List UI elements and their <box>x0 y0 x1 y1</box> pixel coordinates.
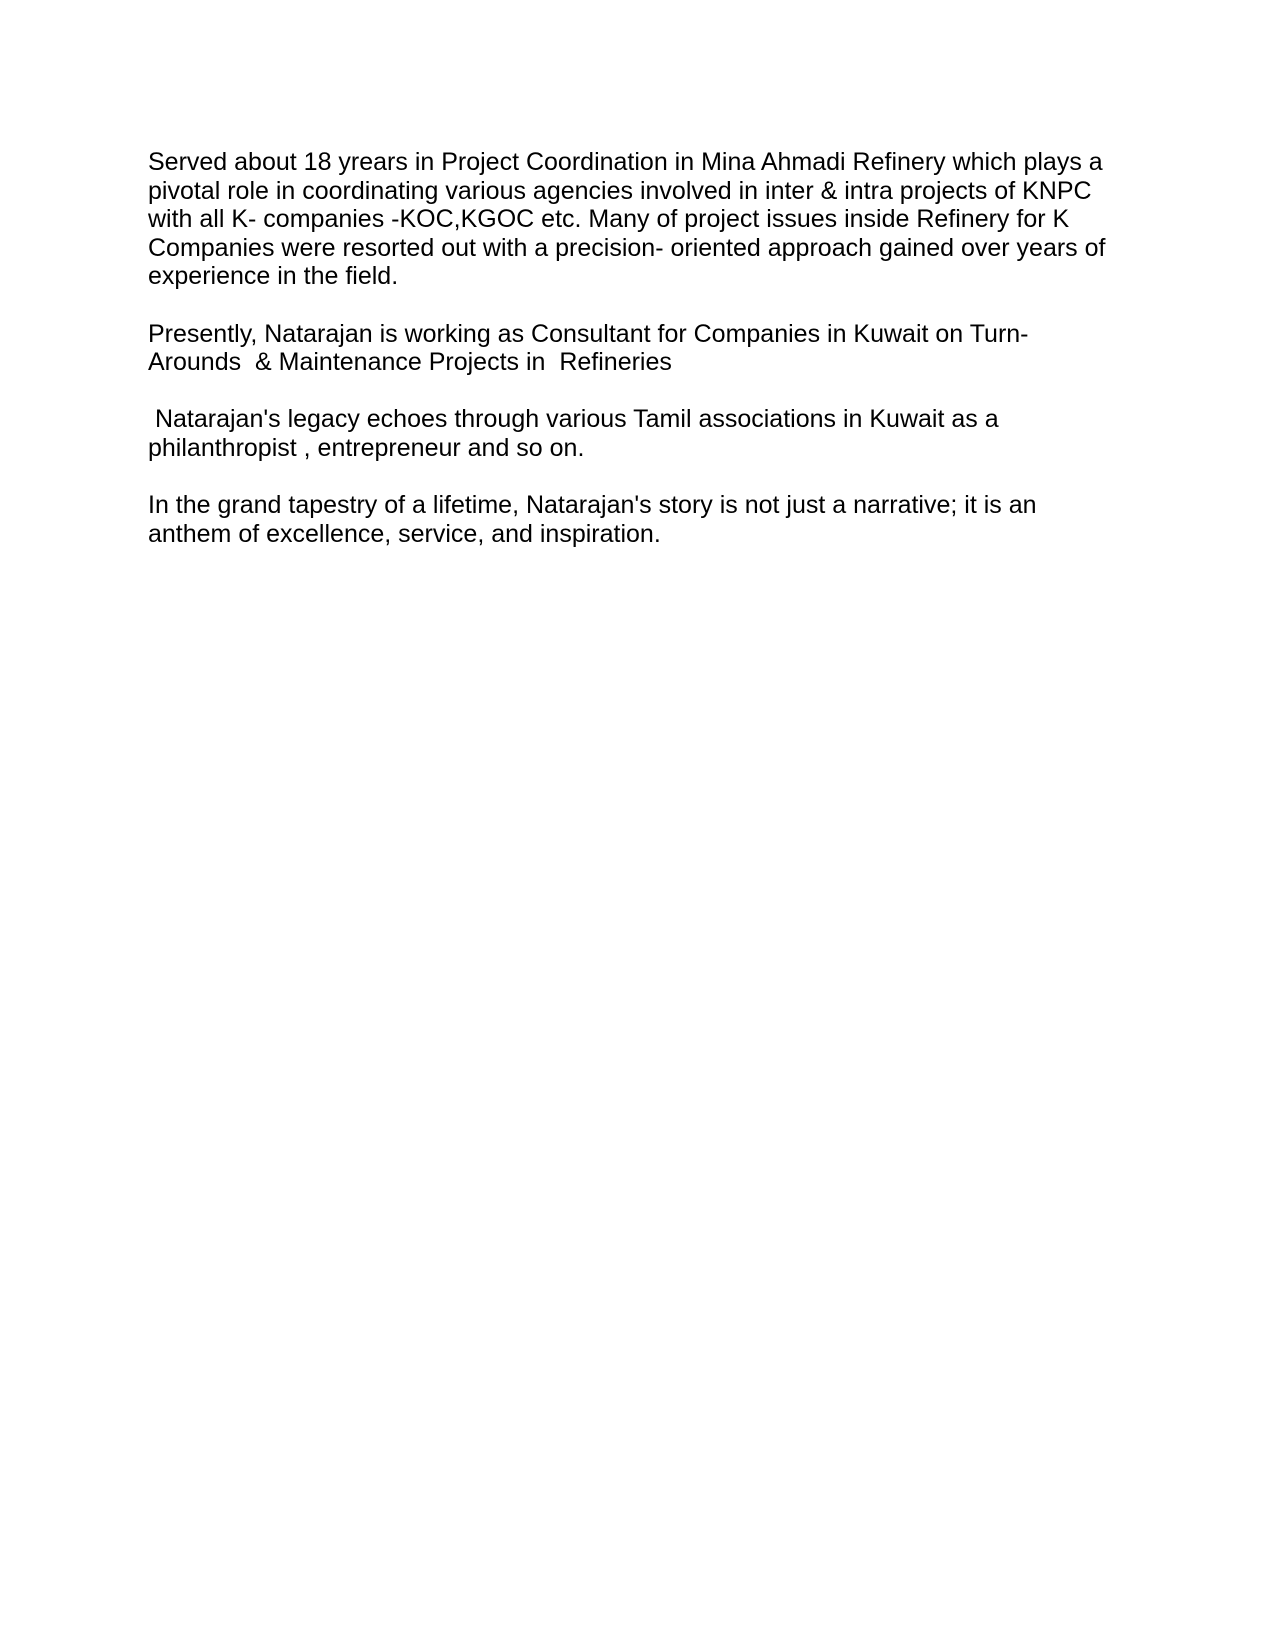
text-line: anthem of excellence, service, and inspiration. <box>148 519 661 548</box>
paragraph-legacy <box>148 405 1126 462</box>
text-line: pivotal role in coordinating various agencies involved in inter & intra projects of KNPC <box>148 176 1092 205</box>
paragraph-career-summary <box>148 148 1126 291</box>
paragraph-closing <box>148 491 1126 548</box>
text-line: Arounds & Maintenance Projects in Refineries <box>148 348 672 377</box>
text-line: In the grand tapestry of a lifetime, Natarajan's story is not just a narrative; it is an <box>148 491 1037 520</box>
text-line: with all K- companies -KOC,KGOC etc. Many of project issues inside Refinery for K <box>148 205 1070 234</box>
paragraph-current-role <box>148 320 1126 377</box>
text-line: Companies were resorted out with a precision- oriented approach gained over years of <box>148 233 1106 262</box>
text-line: experience in the field. <box>148 262 399 291</box>
text-line: philanthropist , entrepreneur and so on. <box>148 433 585 462</box>
text-line: Natarajan's legacy echoes through various Tamil associations in Kuwait as a <box>148 405 999 434</box>
document-body-text <box>148 148 1126 577</box>
text-line: Served about 18 yrears in Project Coordination in Mina Ahmadi Refinery which plays a <box>148 148 1103 176</box>
text-line: Presently, Natarajan is working as Consultant for Companies in Kuwait on Turn- <box>148 319 1029 348</box>
